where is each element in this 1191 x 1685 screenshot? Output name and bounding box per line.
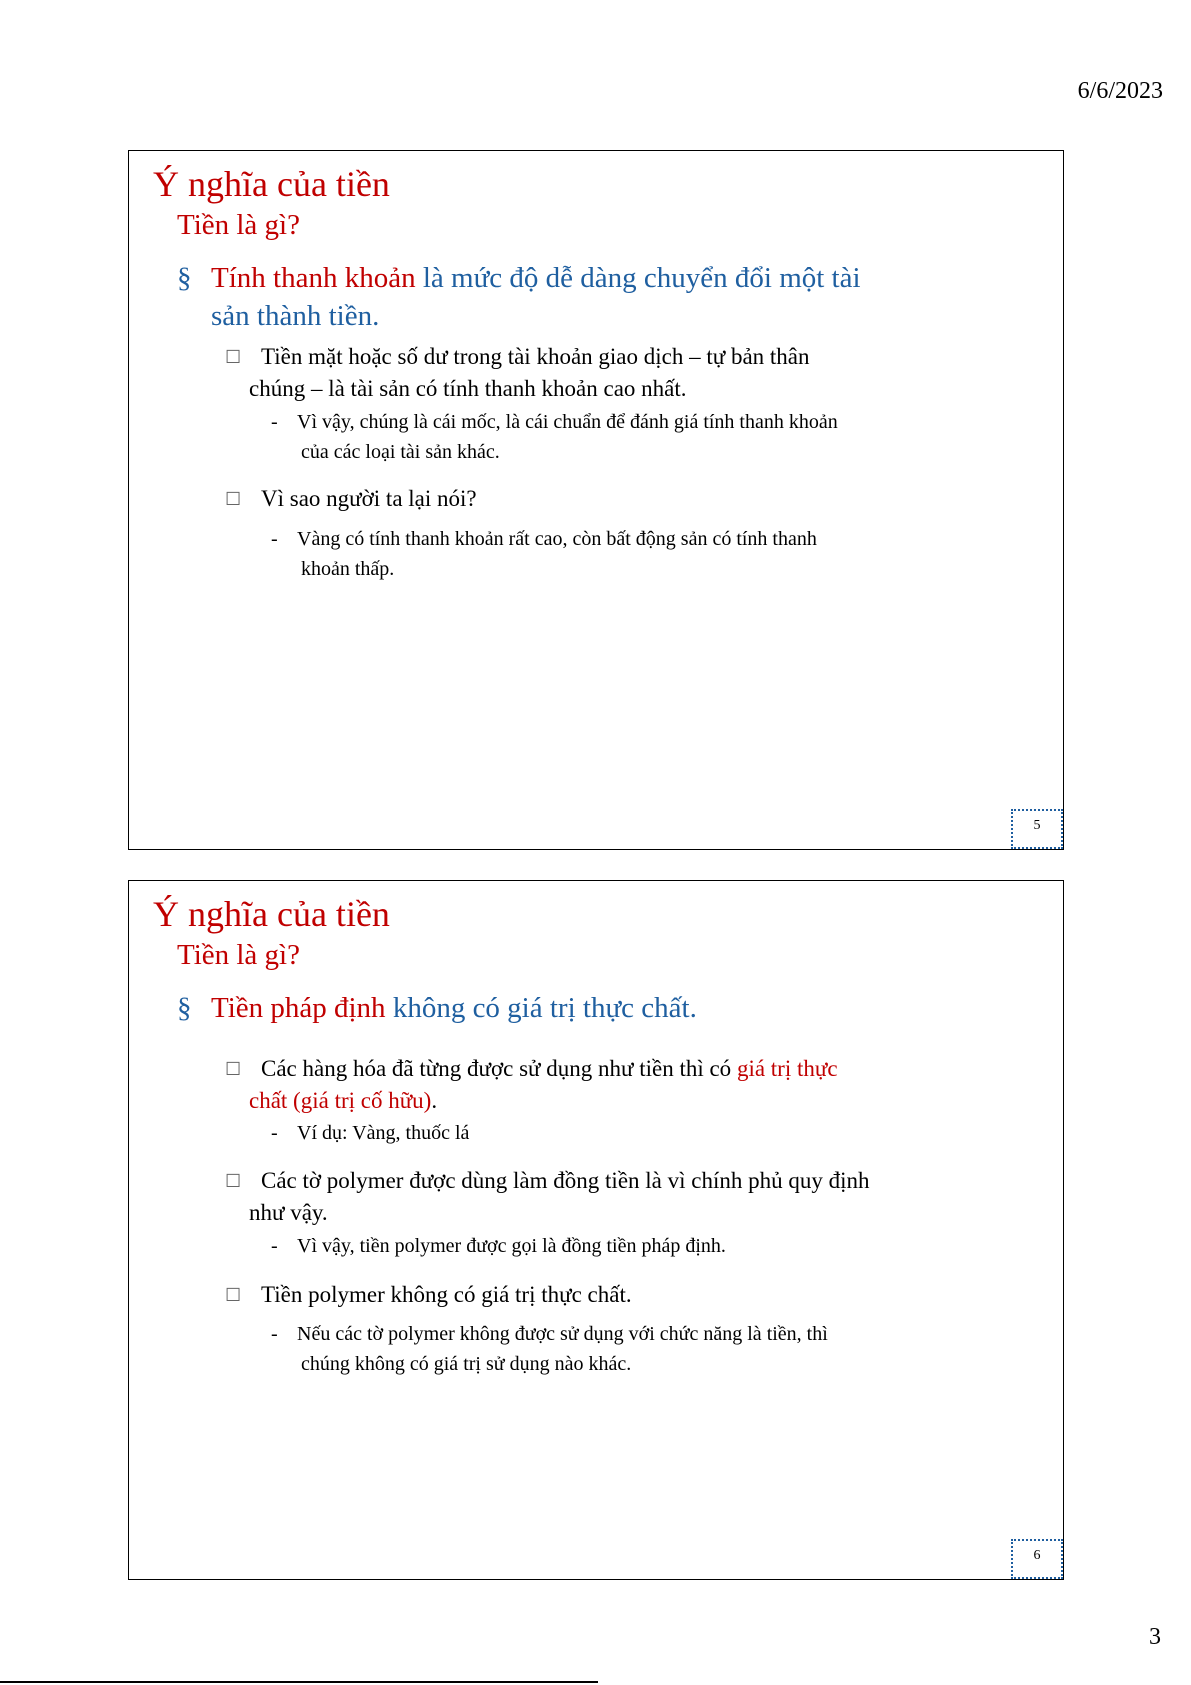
dash-bullet-icon: - [271,1235,278,1257]
highlight-text-cont: chất (giá trị cố hữu) [249,1088,432,1113]
detail-bullet [271,407,931,467]
page-number: 3 [1149,1624,1161,1650]
bottom-rule [0,1681,598,1683]
sub-bullet [225,483,945,515]
sub-bullet-text: Các tờ polymer được dùng làm đồng tiền là vì chính phủ quy định [261,1168,870,1193]
sub-bullet [225,341,945,405]
detail-text: Vàng có tính thanh khoản rất cao, còn bất động sản có tính thanh [297,528,817,550]
detail-text-cont: của các loại tài sản khác. [301,441,500,463]
sub-bullet [225,1279,945,1311]
detail-text-cont: chúng không có giá trị sử dụng nào khác. [301,1353,632,1375]
checkbox-bullet-icon: ☐ [225,489,242,509]
sub-bullet-text-cont: chúng – là tài sản có tính thanh khoản cao nhất. [249,376,687,401]
sub-bullet-text: Vì sao người ta lại nói? [261,486,477,511]
slide-subtitle: Tiền là gì? [177,939,300,971]
sub-bullet-text: Tiền mặt hoặc số dư trong tài khoản giao dịch – tự bản thân [261,344,810,369]
dash-bullet-icon: - [271,528,278,550]
detail-text: Vì vậy, tiền polymer được gọi là đồng tiền pháp định. [297,1235,726,1257]
detail-text: Nếu các tờ polymer không được sử dụng với chức năng là tiền, thì [297,1323,828,1345]
slide-5 [128,150,1064,850]
dash-bullet-icon: - [271,411,278,433]
dash-bullet-icon: - [271,1122,278,1144]
detail-text: Vì vậy, chúng là cái mốc, là cái chuẩn để đánh giá tính thanh khoản [297,411,838,433]
highlight-text: giá trị thực [736,1056,838,1081]
term-highlight: Tính thanh khoản [211,262,416,294]
checkbox-bullet-icon: ☐ [225,347,242,367]
definition-text-cont: sản thành tiền. [211,300,380,332]
checkbox-bullet-icon: ☐ [225,1285,242,1305]
slide-title: Ý nghĩa của tiền [153,894,390,934]
slide-number: 6 [1011,1539,1063,1579]
section-bullet-icon: § [177,262,192,294]
slide-number: 5 [1011,809,1063,849]
slide-6 [128,880,1064,1580]
sub-bullet-text: Tiền polymer không có giá trị thực chất. [261,1282,632,1307]
definition-text: là mức độ dễ dàng chuyển đổi một tài [422,262,861,294]
sub-bullet-text-cont: như vậy. [249,1200,328,1225]
detail-bullet [271,1118,931,1148]
page-date: 6/6/2023 [1077,78,1163,104]
sub-bullet [225,1053,945,1117]
detail-bullet [271,524,931,584]
checkbox-bullet-icon: ☐ [225,1171,242,1191]
definition-text: không có giá trị thực chất. [392,992,697,1024]
slide-subtitle: Tiền là gì? [177,209,300,241]
detail-text: Ví dụ: Vàng, thuốc lá [297,1122,470,1144]
main-bullet [177,989,957,1027]
slide-title: Ý nghĩa của tiền [153,164,390,204]
sentence-end: . [431,1088,438,1113]
sub-bullet-text: Các hàng hóa đã từng được sử dụng như tiền thì có [261,1056,732,1081]
detail-bullet [271,1319,931,1379]
main-bullet [177,259,957,335]
sub-bullet [225,1165,945,1229]
detail-bullet [271,1231,931,1261]
term-highlight: Tiền pháp định [211,992,386,1024]
checkbox-bullet-icon: ☐ [225,1059,242,1079]
section-bullet-icon: § [177,992,192,1024]
detail-text-cont: khoản thấp. [301,558,395,580]
dash-bullet-icon: - [271,1323,278,1345]
